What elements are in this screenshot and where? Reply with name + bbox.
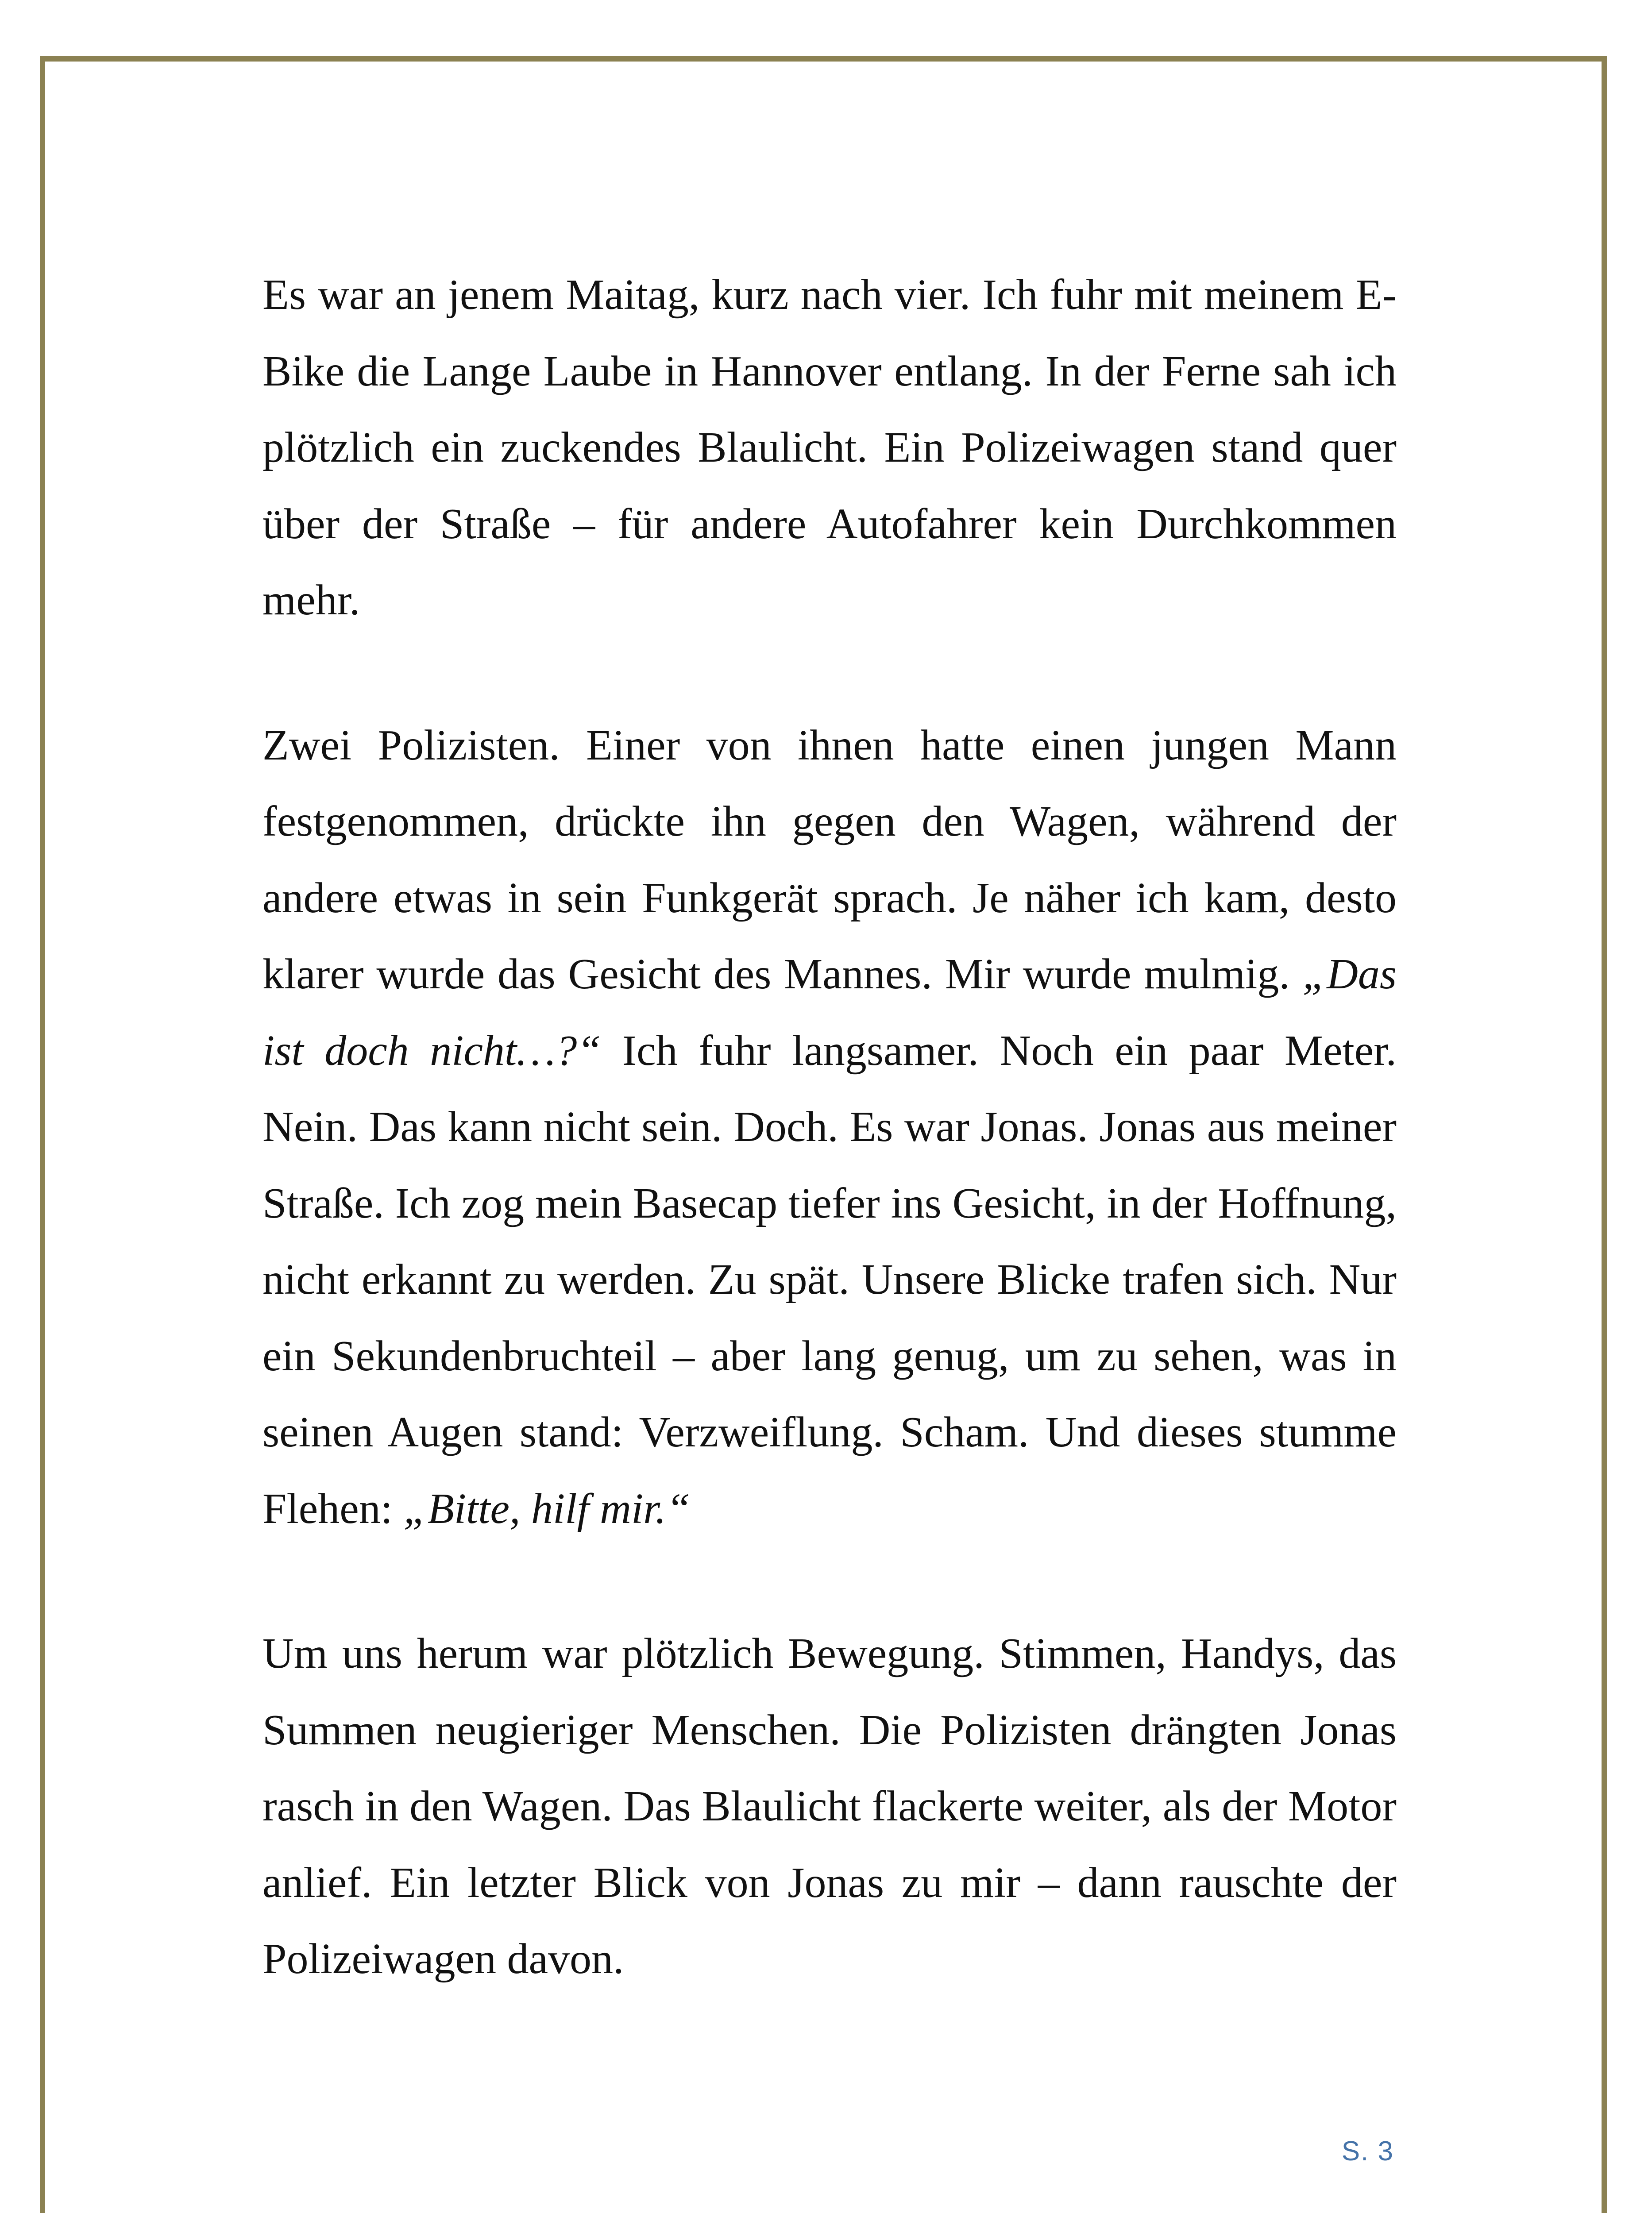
paragraph-1-text: Es war an jenem Maitag, kurz nach vier. Ich fuhr mit meinem E-Bike die Lange Laube in Hannover entlang. In der Ferne sah ich plötzlich ein zuckendes Blaulicht. Ein Polizeiwagen stand quer über der Straße – für andere Autofahrer kein Durchkommen mehr. <box>262 271 1397 624</box>
page-number: S. 3 <box>1341 2136 1394 2167</box>
paragraph-2-quote-1: „Das ist doch nicht…?“ <box>262 950 1397 1075</box>
paragraph-2-text-b: Ich fuhr langsamer. Noch ein paar Meter. Nein. Das kann nicht sein. Doch. Es war Jonas. Jonas aus meiner Straße. Ich zog mein Basecap tiefer ins Gesicht, in der Hoffnung, nicht erkannt zu werden. Zu spät. Unsere Blicke trafen sich. Nur ein Sekundenbruchteil – aber lang genug, um zu sehen, was in seinen Augen stand: Verzweiflung. Scham. Und dieses stumme Flehen: <box>262 1026 1397 1533</box>
paragraph-3-text: Um uns herum war plötzlich Bewegung. Stimmen, Handys, das Summen neugieriger Menschen. Die Polizisten drängten Jonas rasch in den Wagen. Das Blaulicht flackerte weiter, als der Motor anlief. Ein letzter Blick von Jonas zu mir – dann rauschte der Polizeiwagen davon. <box>262 1630 1397 1983</box>
body-text <box>262 257 1397 1997</box>
paragraph-2-text-a: Zwei Polizisten. Einer von ihnen hatte einen jungen Mann festgenommen, drückte ihn gegen den Wagen, während der andere etwas in sein Funkgerät sprach. Je näher ich kam, desto klarer wurde das Gesicht des Mannes. Mir wurde mulmig. <box>262 721 1397 998</box>
paragraph-2 <box>262 707 1397 1547</box>
paragraph-2-quote-2: „Bitte, hilf mir.“ <box>403 1484 691 1533</box>
paragraph-1 <box>262 257 1397 639</box>
paragraph-3 <box>262 1615 1397 1997</box>
